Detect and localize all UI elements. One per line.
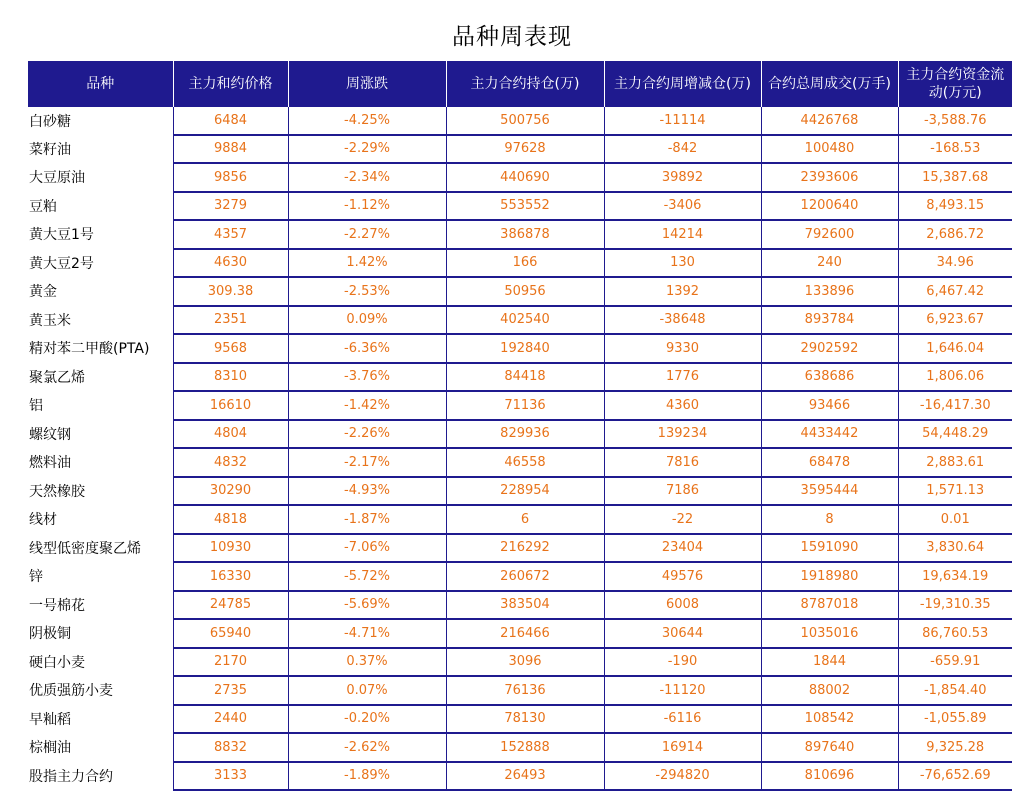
- cell-total-volume: 133896: [761, 277, 898, 306]
- table-row: [28, 477, 1012, 506]
- header-total-volume: 合约总周成交(万手): [761, 61, 898, 107]
- cell-fund-flow: -16,417.30: [898, 391, 1012, 420]
- cell-position-change: 6008: [604, 591, 761, 620]
- cell-main-price: 8310: [173, 363, 288, 392]
- cell-weekly-change: -6.36%: [288, 334, 446, 363]
- cell-open-interest: 383504: [446, 591, 604, 620]
- table-row: [28, 534, 1012, 563]
- cell-open-interest: 402540: [446, 306, 604, 335]
- cell-fund-flow: -76,652.69: [898, 762, 1012, 791]
- cell-main-price: 309.38: [173, 277, 288, 306]
- cell-variety: 聚氯乙烯: [29, 369, 85, 386]
- cell-total-volume: 4433442: [761, 420, 898, 449]
- cell-total-volume: 810696: [761, 762, 898, 791]
- cell-main-price: 2170: [173, 648, 288, 677]
- cell-position-change: 23404: [604, 534, 761, 563]
- cell-weekly-change: 0.37%: [288, 648, 446, 677]
- cell-open-interest: 500756: [446, 107, 604, 135]
- cell-fund-flow: 3,830.64: [898, 534, 1012, 563]
- table-row: [28, 277, 1012, 306]
- cell-position-change: -842: [604, 135, 761, 164]
- cell-position-change: 1776: [604, 363, 761, 392]
- cell-variety: 白砂糖: [29, 113, 71, 130]
- cell-main-price: 3279: [173, 192, 288, 221]
- cell-position-change: 9330: [604, 334, 761, 363]
- table-row: [28, 562, 1012, 591]
- cell-weekly-change: -2.34%: [288, 163, 446, 192]
- cell-position-change: 7816: [604, 448, 761, 477]
- table-row: [28, 220, 1012, 249]
- cell-position-change: -294820: [604, 762, 761, 791]
- cell-fund-flow: 1,571.13: [898, 477, 1012, 506]
- cell-total-volume: 1918980: [761, 562, 898, 591]
- cell-variety: 黄大豆1号: [29, 227, 94, 244]
- cell-variety: 豆粕: [29, 198, 57, 215]
- cell-weekly-change: 0.07%: [288, 676, 446, 705]
- cell-position-change: 39892: [604, 163, 761, 192]
- cell-open-interest: 260672: [446, 562, 604, 591]
- cell-main-price: 9568: [173, 334, 288, 363]
- cell-variety: 股指主力合约: [29, 768, 113, 785]
- cell-weekly-change: 1.42%: [288, 249, 446, 278]
- cell-total-volume: 1200640: [761, 192, 898, 221]
- cell-main-price: 6484: [173, 107, 288, 135]
- cell-fund-flow: -19,310.35: [898, 591, 1012, 620]
- cell-fund-flow: 9,325.28: [898, 733, 1012, 762]
- cell-total-volume: 93466: [761, 391, 898, 420]
- cell-position-change: 130: [604, 249, 761, 278]
- cell-open-interest: 78130: [446, 705, 604, 734]
- cell-total-volume: 100480: [761, 135, 898, 164]
- table-row: [28, 762, 1012, 791]
- cell-variety: 黄玉米: [29, 312, 71, 329]
- cell-variety: 锌: [29, 569, 43, 586]
- table-body: [28, 107, 1012, 790]
- cell-fund-flow: 19,634.19: [898, 562, 1012, 591]
- cell-open-interest: 216292: [446, 534, 604, 563]
- cell-fund-flow: 54,448.29: [898, 420, 1012, 449]
- cell-open-interest: 3096: [446, 648, 604, 677]
- cell-position-change: 4360: [604, 391, 761, 420]
- cell-open-interest: 192840: [446, 334, 604, 363]
- cell-total-volume: 897640: [761, 733, 898, 762]
- cell-total-volume: 792600: [761, 220, 898, 249]
- cell-position-change: -6116: [604, 705, 761, 734]
- cell-variety: 线型低密度聚乙烯: [29, 540, 141, 557]
- cell-weekly-change: -1.42%: [288, 391, 446, 420]
- cell-open-interest: 50956: [446, 277, 604, 306]
- cell-open-interest: 228954: [446, 477, 604, 506]
- cell-fund-flow: 1,646.04: [898, 334, 1012, 363]
- cell-total-volume: 1591090: [761, 534, 898, 563]
- cell-main-price: 2735: [173, 676, 288, 705]
- cell-position-change: -3406: [604, 192, 761, 221]
- cell-fund-flow: 2,686.72: [898, 220, 1012, 249]
- header-weekly-change: 周涨跌: [288, 61, 446, 107]
- table-row: [28, 334, 1012, 363]
- table-row: [28, 705, 1012, 734]
- futures-weekly-table: [28, 61, 1012, 791]
- cell-fund-flow: -1,854.40: [898, 676, 1012, 705]
- cell-variety: 线材: [29, 512, 57, 529]
- table-row: [28, 733, 1012, 762]
- cell-fund-flow: -168.53: [898, 135, 1012, 164]
- cell-variety: 天然橡胶: [29, 483, 85, 500]
- header-open-interest: 主力合约持仓(万): [446, 61, 604, 107]
- cell-fund-flow: 8,493.15: [898, 192, 1012, 221]
- cell-open-interest: 26493: [446, 762, 604, 791]
- cell-open-interest: 166: [446, 249, 604, 278]
- cell-fund-flow: -659.91: [898, 648, 1012, 677]
- cell-main-price: 16330: [173, 562, 288, 591]
- cell-open-interest: 76136: [446, 676, 604, 705]
- header-main-price: 主力和约价格: [173, 61, 288, 107]
- cell-weekly-change: -2.29%: [288, 135, 446, 164]
- cell-main-price: 9856: [173, 163, 288, 192]
- cell-position-change: -38648: [604, 306, 761, 335]
- cell-main-price: 4357: [173, 220, 288, 249]
- cell-total-volume: 1844: [761, 648, 898, 677]
- cell-weekly-change: -4.25%: [288, 107, 446, 135]
- cell-weekly-change: -3.76%: [288, 363, 446, 392]
- cell-weekly-change: -1.89%: [288, 762, 446, 791]
- cell-position-change: 139234: [604, 420, 761, 449]
- cell-variety: 一号棉花: [29, 597, 85, 614]
- cell-variety: 铝: [29, 398, 43, 415]
- cell-total-volume: 8787018: [761, 591, 898, 620]
- cell-total-volume: 638686: [761, 363, 898, 392]
- header-fund-flow: 主力合约资金流动(万元): [898, 61, 1012, 107]
- cell-fund-flow: 86,760.53: [898, 619, 1012, 648]
- cell-open-interest: 152888: [446, 733, 604, 762]
- cell-fund-flow: 6,467.42: [898, 277, 1012, 306]
- cell-open-interest: 386878: [446, 220, 604, 249]
- cell-open-interest: 71136: [446, 391, 604, 420]
- cell-weekly-change: -2.62%: [288, 733, 446, 762]
- cell-fund-flow: 6,923.67: [898, 306, 1012, 335]
- cell-main-price: 4804: [173, 420, 288, 449]
- cell-weekly-change: -7.06%: [288, 534, 446, 563]
- cell-weekly-change: -2.53%: [288, 277, 446, 306]
- table-row: [28, 107, 1012, 135]
- cell-main-price: 4818: [173, 505, 288, 534]
- page-title: 品种周表现: [452, 24, 572, 50]
- table-row: [28, 648, 1012, 677]
- cell-total-volume: 8: [761, 505, 898, 534]
- table-row: [28, 420, 1012, 449]
- table-row: [28, 619, 1012, 648]
- cell-weekly-change: -5.69%: [288, 591, 446, 620]
- cell-fund-flow: 2,883.61: [898, 448, 1012, 477]
- cell-position-change: -11114: [604, 107, 761, 135]
- cell-position-change: 7186: [604, 477, 761, 506]
- cell-position-change: 16914: [604, 733, 761, 762]
- cell-position-change: 14214: [604, 220, 761, 249]
- cell-position-change: 49576: [604, 562, 761, 591]
- table-row: [28, 591, 1012, 620]
- cell-total-volume: 108542: [761, 705, 898, 734]
- table-row: [28, 135, 1012, 164]
- cell-total-volume: 2902592: [761, 334, 898, 363]
- cell-position-change: -22: [604, 505, 761, 534]
- cell-fund-flow: 34.96: [898, 249, 1012, 278]
- cell-variety: 黄大豆2号: [29, 255, 94, 272]
- header-variety: 品种: [28, 61, 173, 107]
- cell-total-volume: 2393606: [761, 163, 898, 192]
- cell-total-volume: 3595444: [761, 477, 898, 506]
- cell-total-volume: 1035016: [761, 619, 898, 648]
- cell-main-price: 24785: [173, 591, 288, 620]
- cell-weekly-change: -2.27%: [288, 220, 446, 249]
- cell-main-price: 4630: [173, 249, 288, 278]
- cell-total-volume: 893784: [761, 306, 898, 335]
- table-row: [28, 391, 1012, 420]
- cell-open-interest: 97628: [446, 135, 604, 164]
- table-row: [28, 676, 1012, 705]
- cell-weekly-change: -2.26%: [288, 420, 446, 449]
- table-row: [28, 363, 1012, 392]
- table-row: [28, 192, 1012, 221]
- cell-position-change: 30644: [604, 619, 761, 648]
- table-header-row: [28, 61, 1012, 107]
- cell-open-interest: 84418: [446, 363, 604, 392]
- cell-weekly-change: -1.87%: [288, 505, 446, 534]
- cell-variety: 优质强筋小麦: [29, 683, 113, 700]
- cell-main-price: 16610: [173, 391, 288, 420]
- cell-open-interest: 46558: [446, 448, 604, 477]
- header-position-change: 主力合约周增减仓(万): [604, 61, 761, 107]
- table-row: [28, 448, 1012, 477]
- cell-total-volume: 88002: [761, 676, 898, 705]
- cell-weekly-change: -1.12%: [288, 192, 446, 221]
- cell-weekly-change: -5.72%: [288, 562, 446, 591]
- table-row: [28, 163, 1012, 192]
- cell-position-change: -190: [604, 648, 761, 677]
- cell-variety: 菜籽油: [29, 141, 71, 158]
- cell-total-volume: 4426768: [761, 107, 898, 135]
- table-row: [28, 306, 1012, 335]
- cell-main-price: 3133: [173, 762, 288, 791]
- cell-open-interest: 553552: [446, 192, 604, 221]
- cell-weekly-change: -0.20%: [288, 705, 446, 734]
- cell-open-interest: 440690: [446, 163, 604, 192]
- cell-open-interest: 6: [446, 505, 604, 534]
- cell-variety: 棕榈油: [29, 740, 71, 757]
- cell-variety: 硬白小麦: [29, 654, 85, 671]
- table-row: [28, 249, 1012, 278]
- cell-main-price: 2351: [173, 306, 288, 335]
- cell-main-price: 10930: [173, 534, 288, 563]
- cell-main-price: 8832: [173, 733, 288, 762]
- cell-main-price: 30290: [173, 477, 288, 506]
- cell-weekly-change: -4.71%: [288, 619, 446, 648]
- cell-variety: 精对苯二甲酸(PTA): [29, 341, 150, 358]
- cell-fund-flow: 1,806.06: [898, 363, 1012, 392]
- cell-fund-flow: -1,055.89: [898, 705, 1012, 734]
- cell-variety: 黄金: [29, 284, 57, 301]
- cell-main-price: 4832: [173, 448, 288, 477]
- cell-total-volume: 240: [761, 249, 898, 278]
- cell-weekly-change: 0.09%: [288, 306, 446, 335]
- cell-variety: 早籼稻: [29, 711, 71, 728]
- cell-variety: 燃料油: [29, 455, 71, 472]
- cell-fund-flow: 15,387.68: [898, 163, 1012, 192]
- table-row: [28, 505, 1012, 534]
- cell-weekly-change: -2.17%: [288, 448, 446, 477]
- cell-main-price: 9884: [173, 135, 288, 164]
- cell-total-volume: 68478: [761, 448, 898, 477]
- cell-position-change: -11120: [604, 676, 761, 705]
- cell-fund-flow: -3,588.76: [898, 107, 1012, 135]
- cell-fund-flow: 0.01: [898, 505, 1012, 534]
- cell-open-interest: 829936: [446, 420, 604, 449]
- cell-variety: 螺纹钢: [29, 426, 71, 443]
- cell-variety: 阴极铜: [29, 626, 71, 643]
- cell-variety: 大豆原油: [29, 170, 85, 187]
- cell-weekly-change: -4.93%: [288, 477, 446, 506]
- cell-main-price: 2440: [173, 705, 288, 734]
- cell-main-price: 65940: [173, 619, 288, 648]
- cell-open-interest: 216466: [446, 619, 604, 648]
- cell-position-change: 1392: [604, 277, 761, 306]
